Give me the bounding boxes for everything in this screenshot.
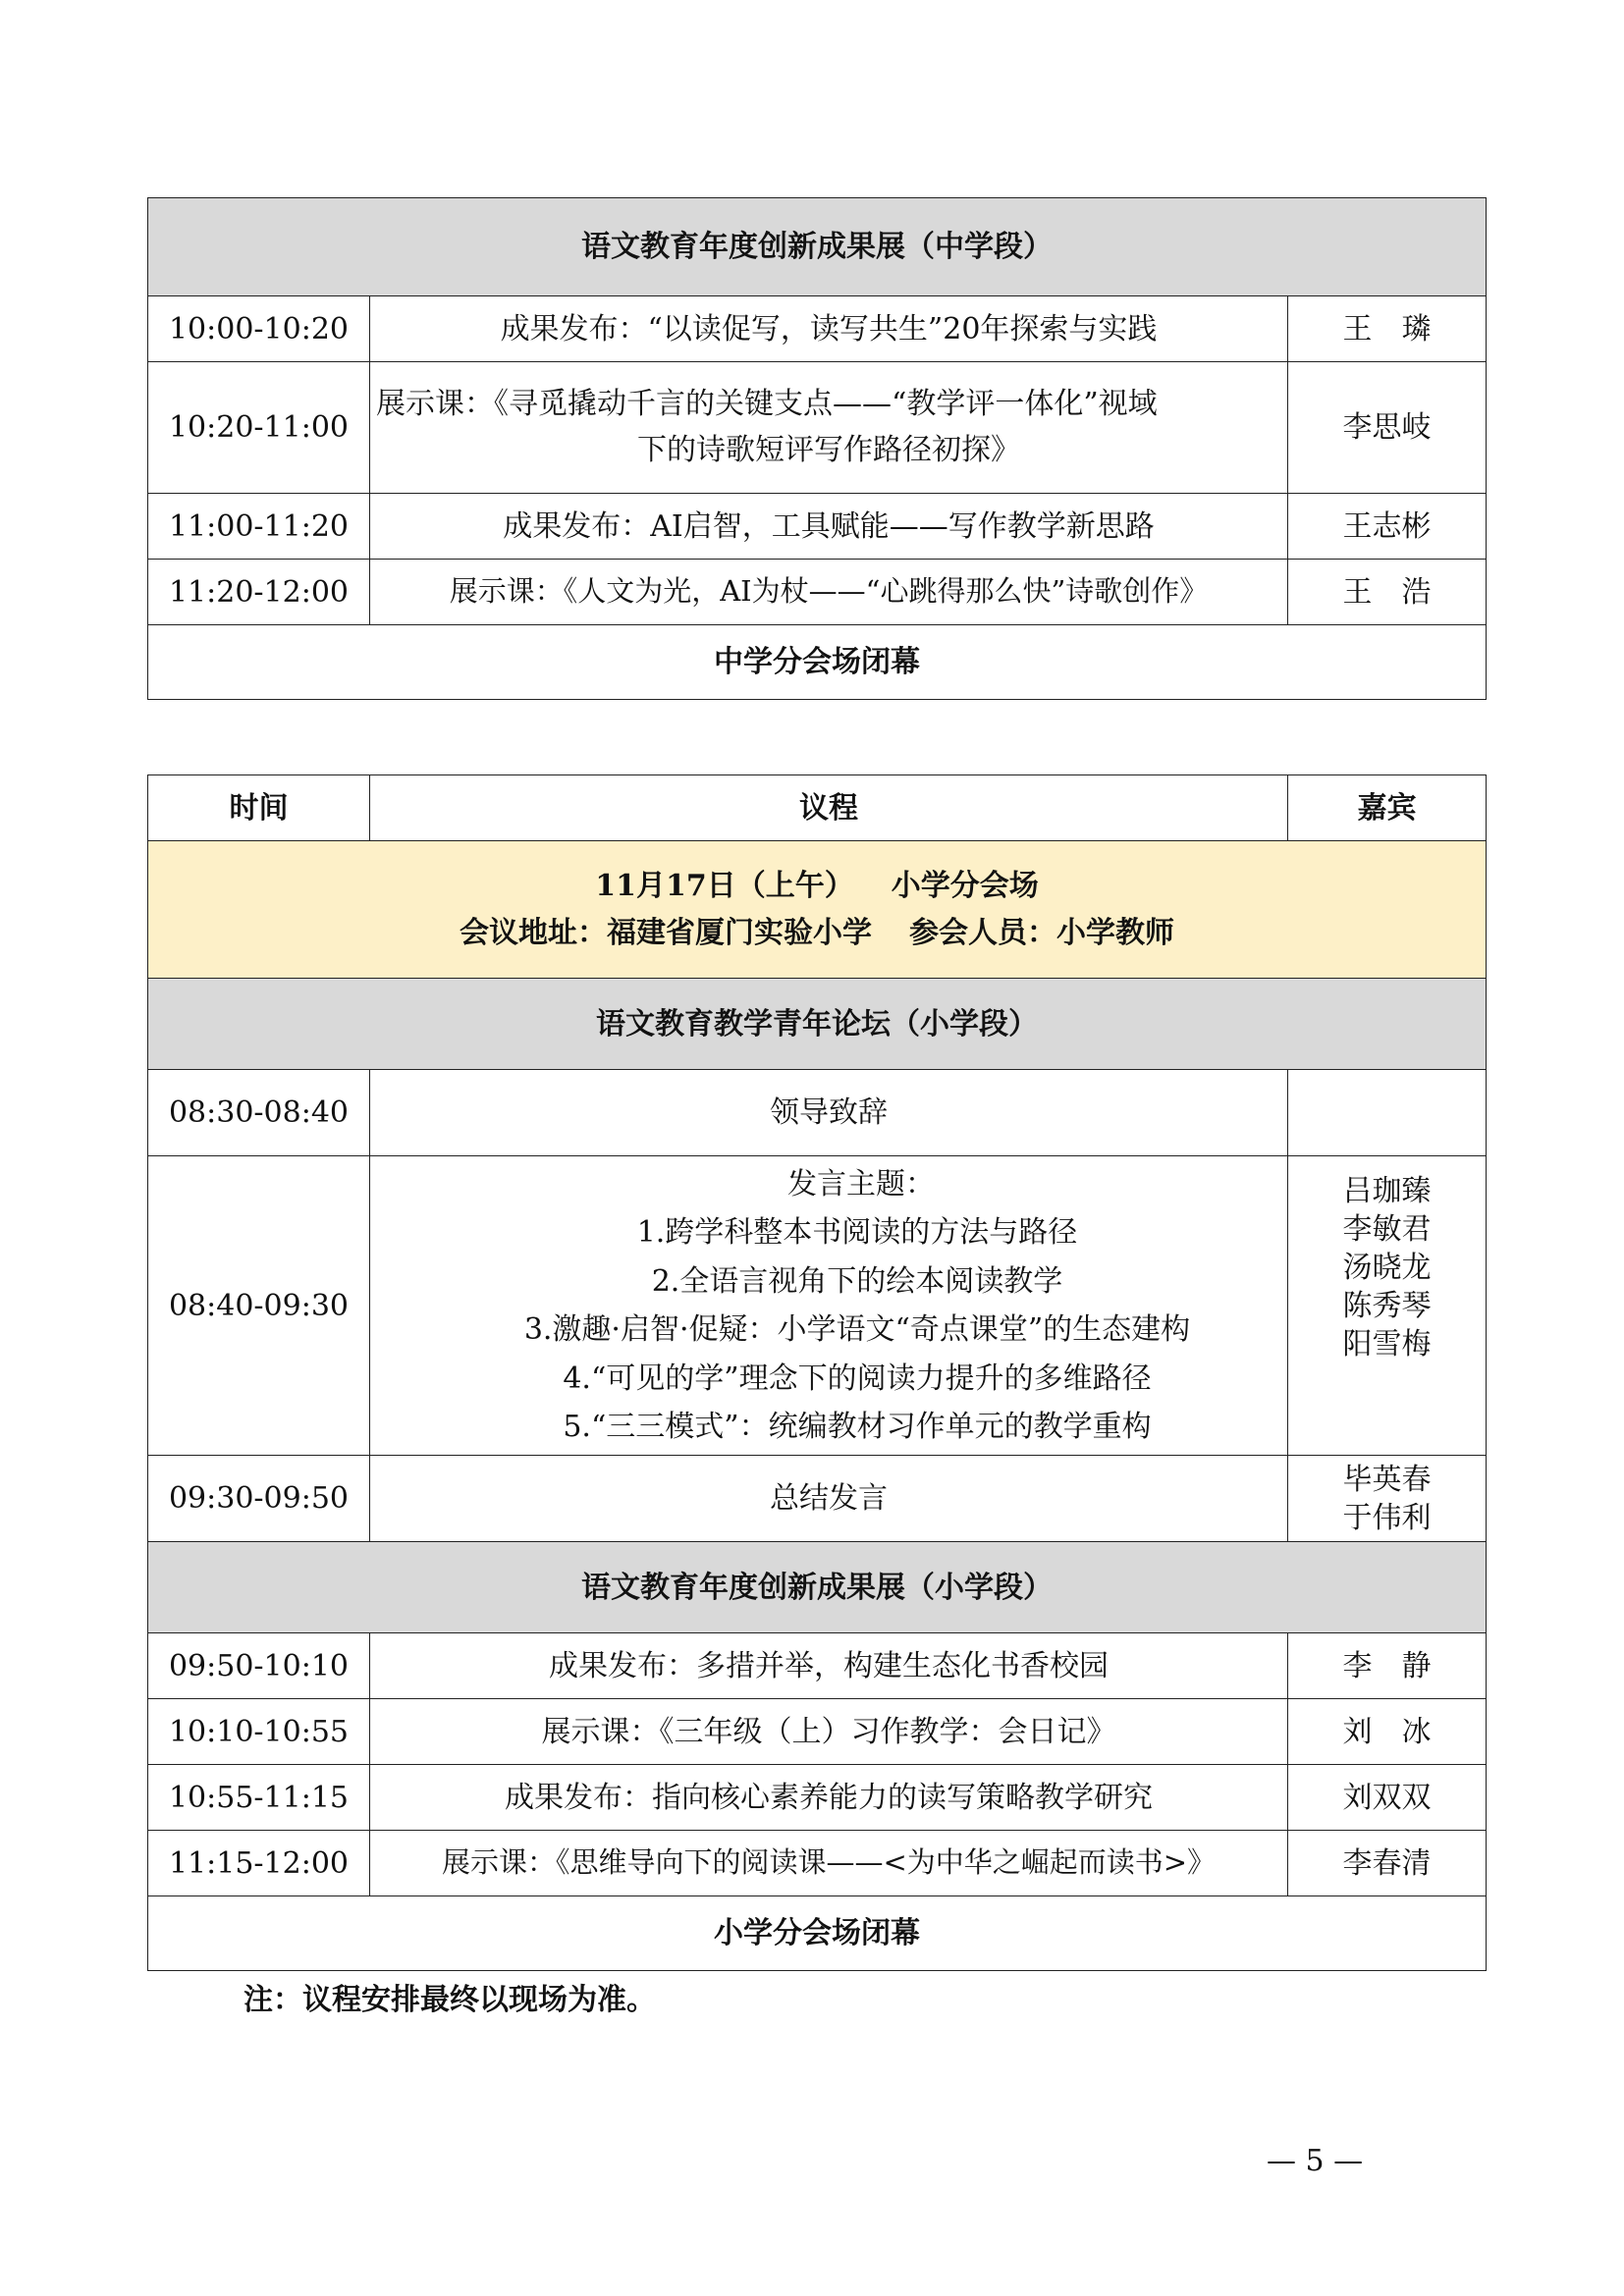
- table-row: [148, 1156, 1487, 1456]
- agenda-cell: 展示课：《三年级（上）习作教学：会日记》: [370, 1699, 1288, 1765]
- guest-cell: [1288, 1456, 1487, 1542]
- agenda-cell: 展示课：《思维导向下的阅读课——<为中华之崛起而读书>》: [370, 1831, 1288, 1896]
- guest-cell: 李 静: [1288, 1633, 1487, 1699]
- table-row: [148, 1765, 1487, 1831]
- guest-name: 吕珈臻: [1342, 1174, 1432, 1208]
- guest-cell: 李春清: [1288, 1831, 1487, 1896]
- agenda-line: 下的诗歌短评写作路径初探》: [637, 432, 1020, 467]
- header-guest: 嘉宾: [1288, 775, 1487, 841]
- guest-name: 于伟利: [1342, 1500, 1432, 1535]
- topic-item: 1.跨学科整本书阅读的方法与路径: [636, 1215, 1078, 1250]
- venue-address: 会议地址：福建省厦门实验小学: [460, 915, 872, 950]
- table-row: [148, 362, 1487, 494]
- table-row: [148, 494, 1487, 560]
- table-row: [148, 1070, 1487, 1156]
- guest-cell: [1288, 1070, 1487, 1156]
- time-cell: 08:40-09:30: [148, 1156, 370, 1456]
- time-cell: 10:00-10:20: [148, 296, 370, 362]
- guest-name: 汤晓龙: [1342, 1251, 1432, 1285]
- guest-cell: 李思岐: [1288, 362, 1487, 494]
- agenda-line: 展示课：《寻觅撬动千言的关键支点——“教学评一体化”视域: [376, 387, 1158, 421]
- guest-name: 李敏君: [1342, 1212, 1432, 1247]
- agenda-cell: 成果发布：“以读促写，读写共生”20年探索与实践: [370, 296, 1288, 362]
- page-number: — 5 —: [1267, 2144, 1364, 2178]
- forum-topics: [370, 1156, 1288, 1456]
- footnote: 注：议程安排最终以现场为准。: [244, 1983, 656, 2017]
- table-header: [148, 775, 1487, 841]
- venue-date-line: [154, 863, 1480, 910]
- agenda-cell: 领导致辞: [370, 1070, 1288, 1156]
- time-cell: 08:30-08:40: [148, 1070, 370, 1156]
- venue-name: 小学分会场: [891, 868, 1039, 903]
- agenda-cell: [370, 362, 1288, 494]
- time-cell: 11:15-12:00: [148, 1831, 370, 1896]
- forum-topics-title: 发言主题：: [787, 1166, 935, 1201]
- topic-item: 5.“三三模式”：统编教材习作单元的教学重构: [563, 1410, 1152, 1444]
- agenda-cell: 总结发言: [370, 1456, 1288, 1542]
- guest-cell: 王 璘: [1288, 296, 1487, 362]
- venue-banner: [148, 841, 1487, 979]
- section-title: 语文教育年度创新成果展（小学段）: [148, 1542, 1487, 1633]
- topic-item: 3.激趣·启智·促疑：小学语文“奇点课堂”的生态建构: [523, 1312, 1191, 1347]
- time-cell: 09:50-10:10: [148, 1633, 370, 1699]
- time-cell: 10:20-11:00: [148, 362, 370, 494]
- table-row: [148, 1831, 1487, 1896]
- closing-title: 小学分会场闭幕: [148, 1896, 1487, 1971]
- guest-cell: 刘双双: [1288, 1765, 1487, 1831]
- guest-name: 阳雪梅: [1342, 1327, 1432, 1362]
- time-cell: 10:10-10:55: [148, 1699, 370, 1765]
- guest-cell: 王志彬: [1288, 494, 1487, 560]
- topic-item: 4.“可见的学”理念下的阅读力提升的多维路径: [563, 1361, 1152, 1396]
- venue-attendees: 参会人员：小学教师: [909, 915, 1174, 950]
- table-row: [148, 1456, 1487, 1542]
- topic-item: 2.全语言视角下的绘本阅读教学: [651, 1263, 1063, 1299]
- guest-cell: [1288, 1156, 1487, 1456]
- agenda-table-middle-school: [147, 197, 1487, 700]
- guest-name: 毕英春: [1342, 1462, 1432, 1497]
- table-row: [148, 1633, 1487, 1699]
- table-row: [148, 1699, 1487, 1765]
- time-cell: 09:30-09:50: [148, 1456, 370, 1542]
- table-row: [148, 560, 1487, 625]
- agenda-cell: 展示课：《人文为光，AI为杖——“心跳得那么快”诗歌创作》: [370, 560, 1288, 625]
- time-cell: 10:55-11:15: [148, 1765, 370, 1831]
- guest-name: 陈秀琴: [1342, 1289, 1432, 1323]
- time-cell: 11:00-11:20: [148, 494, 370, 560]
- header-time: 时间: [148, 775, 370, 841]
- section-title: 语文教育年度创新成果展（中学段）: [148, 198, 1487, 296]
- agenda-cell: 成果发布：多措并举，构建生态化书香校园: [370, 1633, 1288, 1699]
- venue-address-line: [154, 910, 1480, 957]
- section-title: 语文教育教学青年论坛（小学段）: [148, 979, 1487, 1070]
- agenda-table-primary-school: [147, 774, 1487, 1971]
- guest-cell: 王 浩: [1288, 560, 1487, 625]
- guest-cell: 刘 冰: [1288, 1699, 1487, 1765]
- table-row: [148, 296, 1487, 362]
- header-agenda: 议程: [370, 775, 1288, 841]
- time-cell: 11:20-12:00: [148, 560, 370, 625]
- agenda-cell: 成果发布：AI启智，工具赋能——写作教学新思路: [370, 494, 1288, 560]
- agenda-cell: 成果发布：指向核心素养能力的读写策略教学研究: [370, 1765, 1288, 1831]
- venue-date: 11月17日（上午）: [595, 868, 854, 903]
- closing-title: 中学分会场闭幕: [148, 625, 1487, 700]
